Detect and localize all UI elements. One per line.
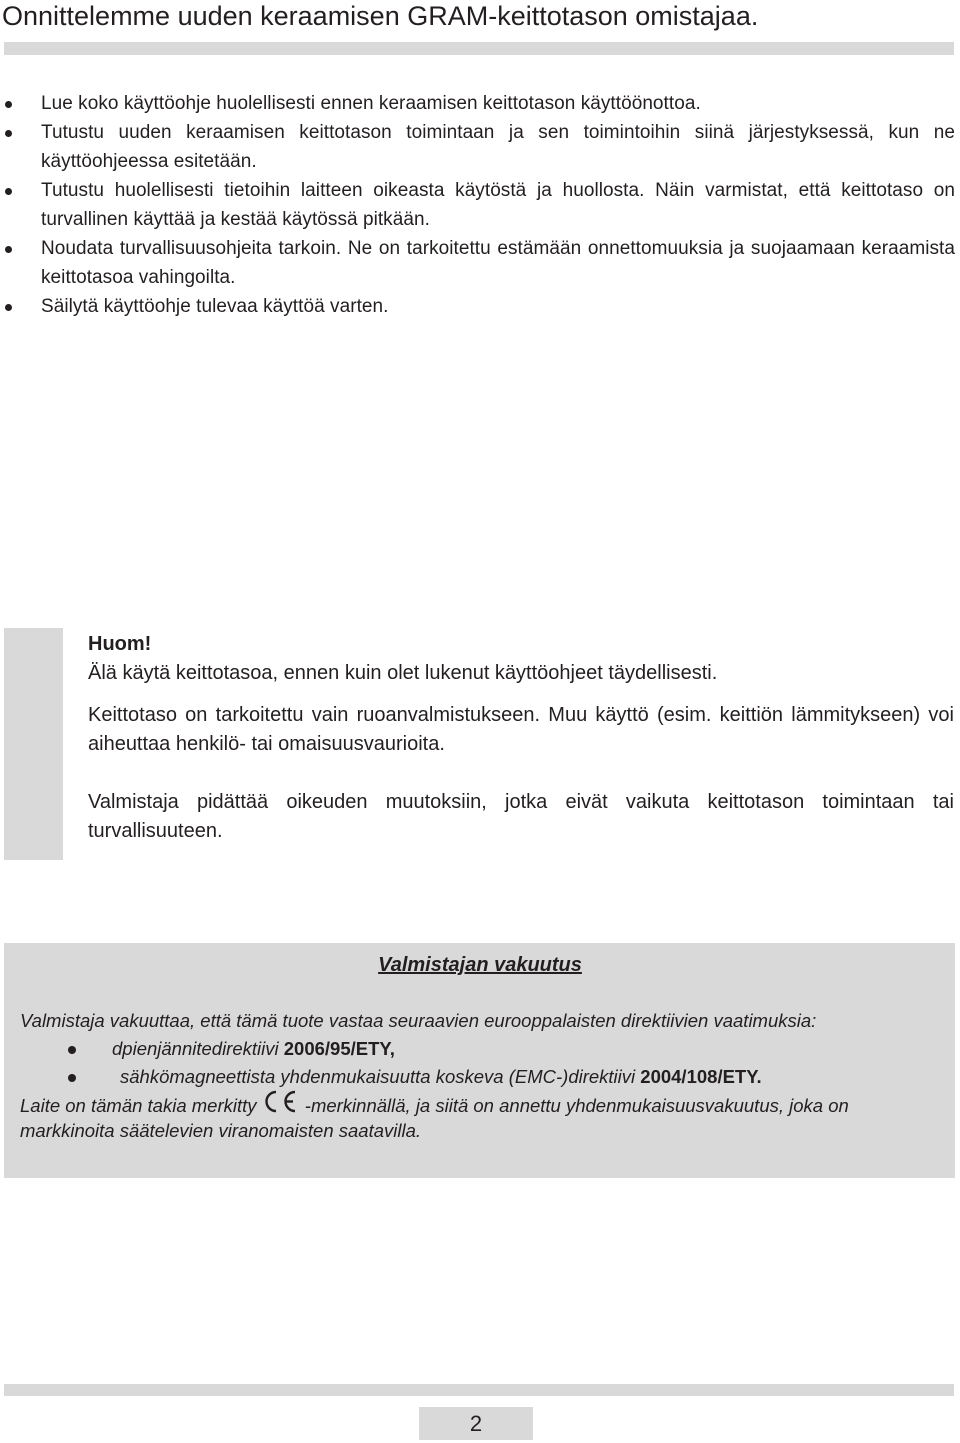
page-number: 2: [419, 1407, 533, 1440]
bullet-icon: [68, 1046, 76, 1054]
note-line: Keittotaso on tarkoitettu vain ruoanvalmistukseen. Muu käyttö (esim. keittiön lämmitykseen) voi aiheuttaa henkilö- tai omaisuusvaurioita.: [88, 704, 954, 755]
note-block: [88, 630, 954, 846]
bullet-icon: [5, 101, 12, 108]
directive-text: dpienjännitedirektiivi: [112, 1038, 279, 1059]
bullet-icon: [68, 1074, 76, 1082]
list-item: [0, 176, 955, 234]
directive-code: 2004/108/ETY.: [640, 1066, 762, 1087]
list-item: [0, 118, 955, 176]
header-divider: [4, 42, 954, 55]
footer-divider: [4, 1384, 954, 1396]
declaration-outro: [20, 1089, 940, 1143]
directive-item: [20, 1064, 940, 1089]
list-item: [0, 292, 955, 321]
declaration-body: [20, 1008, 940, 1143]
directive-item: [20, 1036, 940, 1061]
bullet-icon: [5, 130, 12, 137]
page-title: Onnittelemme uuden keraamisen GRAM-keittotason omistajaa.: [2, 1, 759, 31]
list-item-text: Tutustu huolellisesti tietoihin laitteen oikeasta käytöstä ja huollosta. Näin varmistat, että keittotaso on turvallinen käyttää ja kestää käytössä pitkään.: [41, 180, 955, 230]
directive-text: sähkömagneettista yhdenmukaisuutta koskeva (EMC-)direktiivi: [120, 1066, 636, 1087]
list-item-text: Tutustu uuden keraamisen keittotason toimintaan ja sen toimintoihin siinä järjestyksessä, kun ne käyttöohjeessa esitetään.: [41, 122, 955, 172]
declaration-intro: Valmistaja vakuuttaa, että tämä tuote vastaa seuraavien eurooppalaisten direktiivien vaatimuksia:: [20, 1010, 817, 1031]
list-item: [0, 89, 955, 118]
declaration-outro-start: Laite on tämän takia merkitty: [20, 1095, 257, 1116]
bullet-icon: [5, 188, 12, 195]
list-item: [0, 234, 955, 292]
note-line: Älä käytä keittotasoa, ennen kuin olet lukenut käyttöohjeet täydellisesti.: [88, 662, 718, 684]
declaration-title: Valmistajan vakuutus: [378, 954, 582, 976]
list-item-text: Lue koko käyttöohje huolellisesti ennen keraamisen keittotason käyttöönottoa.: [41, 93, 701, 114]
instruction-list: [0, 89, 955, 321]
list-item-text: Säilytä käyttöohje tulevaa käyttöä varten.: [41, 296, 389, 317]
bullet-icon: [5, 304, 12, 311]
note-line: Valmistaja pidättää oikeuden muutoksiin, jotka eivät vaikuta keittotason toimintaan tai turvallisuuteen.: [88, 791, 954, 842]
bullet-icon: [5, 246, 12, 253]
declaration-outro-end: -merkinnällä, ja siitä on annettu yhdenmukaisuusvakuutus, joka on markkinoita säätelevien viranomaisten saatavilla.: [20, 1095, 849, 1141]
directive-code: 2006/95/ETY,: [283, 1038, 395, 1059]
ce-mark-icon: [262, 1089, 300, 1114]
list-item-text: Noudata turvallisuusohjeita tarkoin. Ne on tarkoitettu estämään onnettomuuksia ja suojaamaan keraamista keittotasoa vahingoilta.: [41, 238, 955, 288]
note-side-bar: [4, 628, 63, 860]
note-heading: Huom!: [88, 633, 152, 655]
